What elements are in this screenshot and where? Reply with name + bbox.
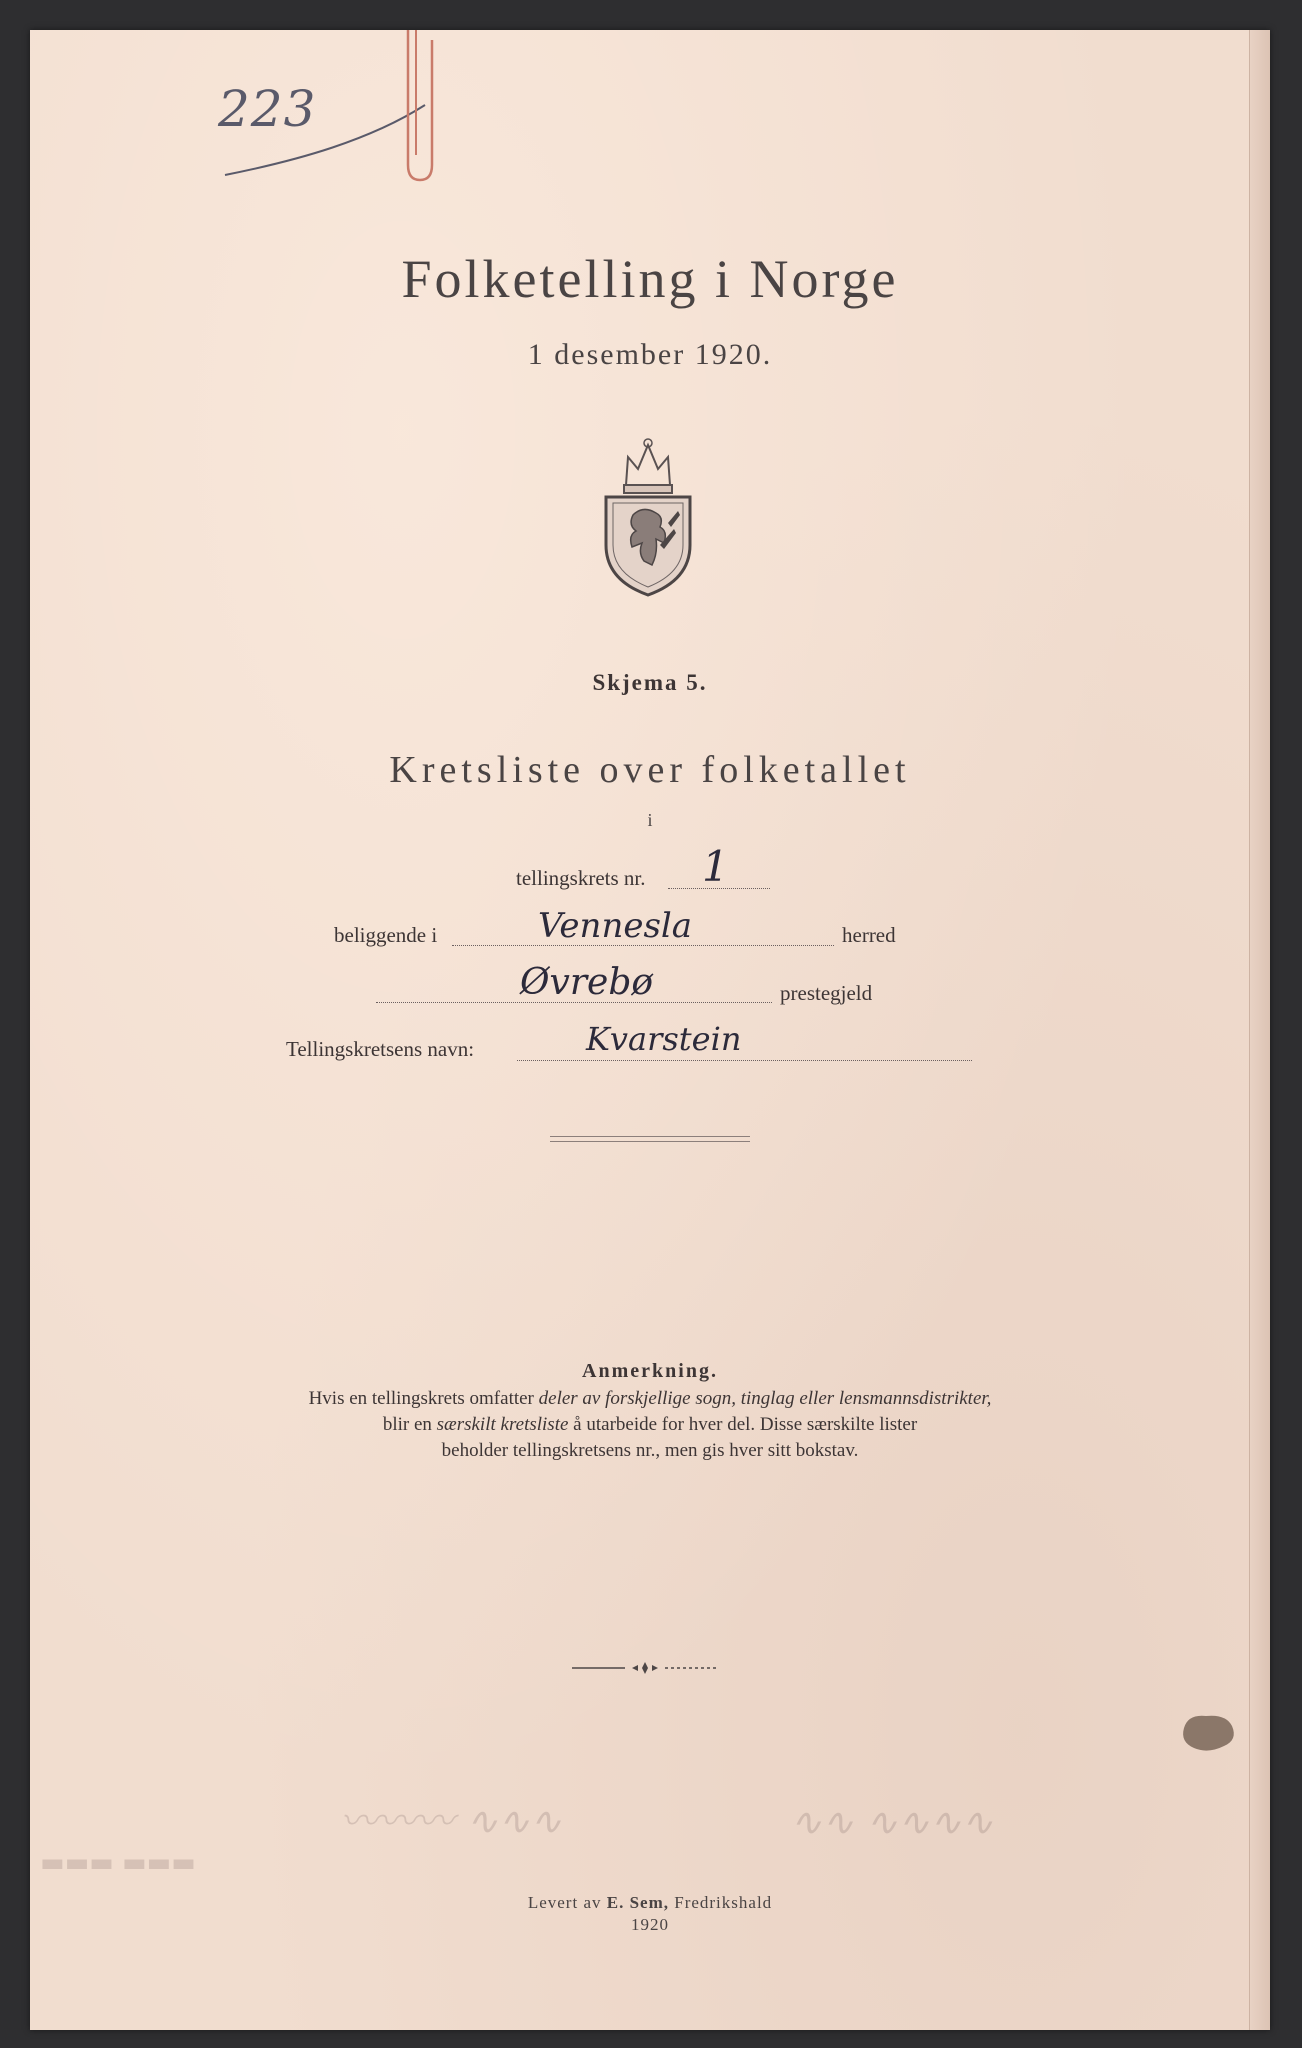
coat-of-arms-icon [598,435,698,600]
ink-stain [1178,1710,1238,1754]
note-line-2-emphasis: særskilt kretsliste [436,1414,569,1435]
section-divider [550,1136,750,1142]
note-line-2-text-b: å utarbeide for hver del. Disse særskilte lister [568,1414,918,1435]
herred-value: Vennesla [538,906,693,946]
bleed-through-ghost: 〰〰〰 ∿∿∿ [340,1799,562,1843]
note-line-3: beholder tellingskretsens nr., men gis hver sitt bokstav. [441,1440,859,1461]
printer-year: 1920 [631,1915,669,1934]
note-line-1-text: Hvis en tellingskrets omfatter [308,1388,539,1409]
prestegjeld-label: prestegjeld [780,981,873,1005]
archive-number: 223 [218,80,317,138]
bleed-through-ghost-3: ▬▬▬ ▬▬▬ [40,1848,196,1878]
list-title: Kretsliste over folketallet [389,749,911,791]
herred-label-after: herred [842,923,896,947]
printer-place: Fredrikshald [668,1893,773,1912]
census-form-page [30,30,1270,2030]
printer-prefix: Levert av [527,1893,607,1912]
paper-clip-mark [390,30,450,190]
district-number-value: 1 [702,842,729,891]
prestegjeld-value: Øvrebø [520,962,654,1003]
printer-line [30,1893,1270,1913]
preposition: i [647,810,653,830]
district-number-label: tellingskrets nr. [516,866,646,890]
census-date: 1 desember 1920. [527,338,773,371]
note-heading: Anmerkning. [582,1360,718,1382]
main-title: Folketelling i Norge [401,249,899,309]
note-line-1 [30,1388,1270,1410]
note-line-2 [30,1414,1270,1436]
ornament-divider [570,1660,720,1676]
note-line-1-emphasis: deler av forskjellige sogn, tinglag eller lensmannsdistrikter, [538,1388,992,1409]
bleed-through-ghost-2: ∿∿ ∿∿∿∿ [790,1800,994,1844]
page-edge [1249,30,1270,2030]
schema-label: Skjema 5. [592,670,708,695]
district-name-line [517,1060,972,1061]
printer-name: E. Sem, [606,1893,669,1912]
district-name-value: Kvarstein [586,1020,742,1058]
herred-label-before: beliggende i [334,923,438,947]
district-name-label: Tellingskretsens navn: [286,1037,475,1061]
note-line-2-text-a: blir en [382,1414,437,1435]
